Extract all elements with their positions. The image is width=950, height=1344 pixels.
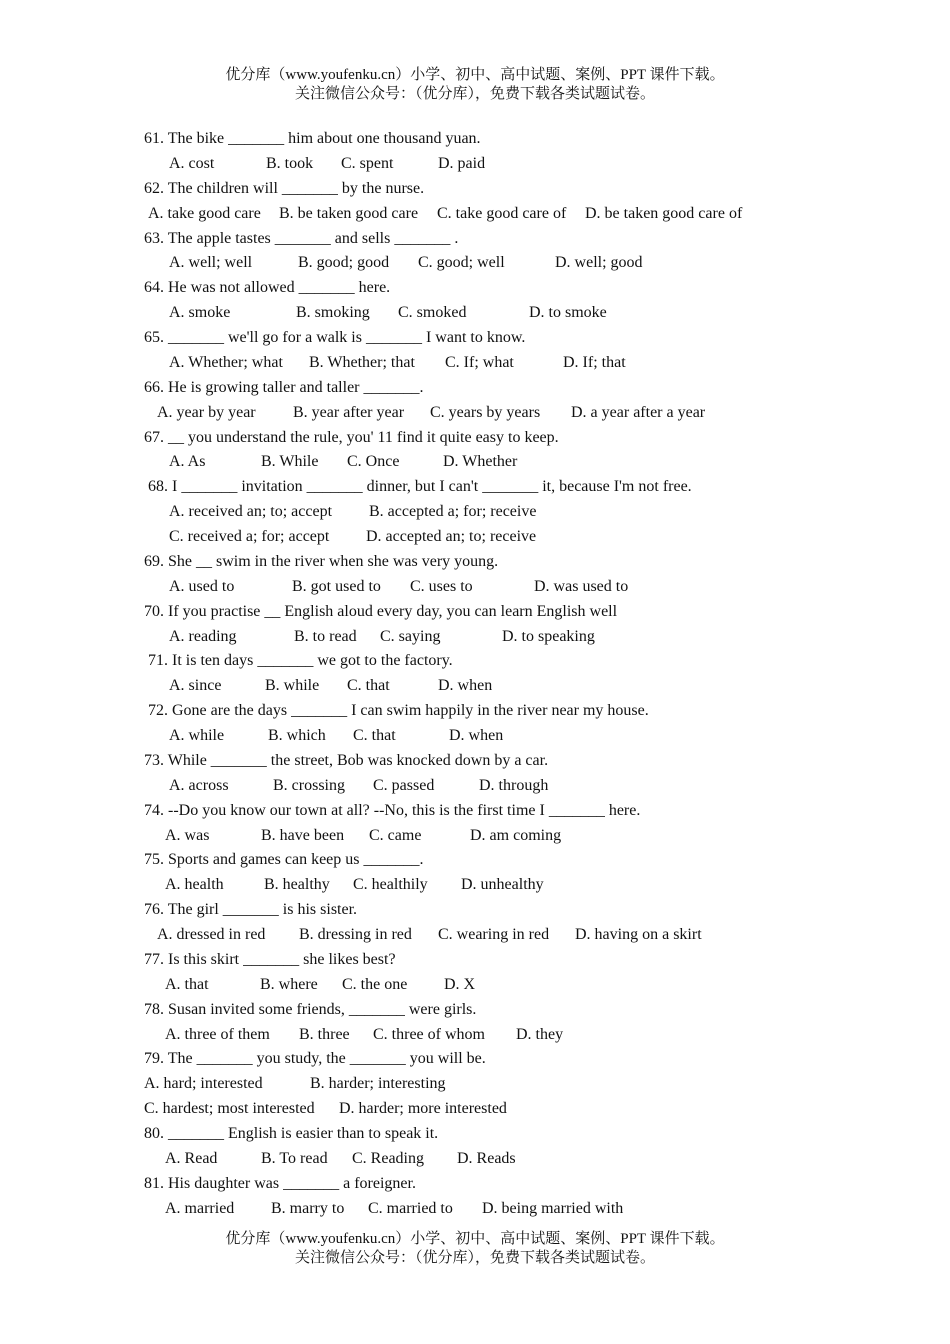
option-c: C. hardest; most interested [144, 1100, 315, 1118]
question-66-options [144, 401, 844, 426]
option-b: B. which [268, 727, 326, 744]
option-c: C. good; well [418, 254, 505, 272]
option-d: D. was used to [534, 577, 629, 595]
option-d: D. having on a skirt [575, 926, 702, 943]
option-d: D. being married with [482, 1199, 624, 1217]
question-64-options [144, 301, 844, 326]
option-a: A. three of them [165, 1025, 270, 1043]
option-d: D. well; good [555, 254, 643, 272]
question-78-options [144, 1023, 844, 1048]
option-d: D. a year after a year [571, 403, 706, 421]
option-c: C. wearing in red [438, 926, 550, 943]
option-c: C. that [347, 677, 390, 695]
option-b: B. smoking [296, 304, 370, 322]
question-61-options [144, 152, 844, 177]
option-d: D. through [479, 776, 549, 794]
option-b: B. year after year [293, 403, 405, 421]
question-76-options [144, 923, 844, 948]
option-b: B. While [261, 453, 319, 471]
question-79-stem: 79. The _______ you study, the _______ you will be. [144, 1050, 486, 1068]
question-63-options [144, 251, 844, 276]
question-70-stem: 70. If you practise __ English aloud every day, you can learn English well [144, 602, 618, 620]
question-72-options [144, 724, 844, 749]
option-c: C. Once [347, 453, 400, 471]
option-a: A. smoke [169, 304, 231, 322]
option-b: B. marry to [271, 1199, 345, 1217]
question-67-stem: 67. __ you understand the rule, you' 11 find it quite easy to keep. [144, 428, 559, 446]
question-80-stem: 80. _______ English is easier than to speak it. [144, 1125, 439, 1142]
question-71-stem: 71. It is ten days _______ we got to the factory. [148, 652, 453, 670]
question-75-options [144, 873, 844, 898]
option-b: B. have been [261, 826, 345, 844]
question-73-stem: 73. While _______ the street, Bob was knocked down by a car. [144, 751, 549, 769]
question-62-options [144, 202, 844, 227]
header-line-2: 关注微信公众号：（优分库），免费下载各类试题试卷。 [294, 86, 655, 102]
option-a: A. reading [169, 627, 237, 645]
option-c: C. Reading [352, 1149, 424, 1167]
option-b: B. took [266, 154, 314, 172]
option-b: B. crossing [273, 776, 345, 794]
question-81-stem: 81. His daughter was _______ a foreigner. [144, 1174, 416, 1192]
question-72-stem: 72. Gone are the days _______ I can swim happily in the river near my house. [148, 702, 649, 720]
option-a: A. health [165, 876, 224, 894]
question-68-stem: 68. I _______ invitation _______ dinner, but I can't _______ it, because I'm not free. [148, 478, 692, 496]
option-b: B. accepted a; for; receive [369, 503, 537, 521]
option-c: C. received a; for; accept [169, 528, 330, 545]
option-b: B. be taken good care [279, 204, 419, 222]
option-a: A. hard; interested [144, 1075, 263, 1093]
option-d: D. be taken good care of [585, 204, 743, 222]
option-a: A. was [165, 826, 210, 844]
option-c: C. uses to [410, 577, 473, 595]
option-d: D. to smoke [529, 304, 607, 322]
option-c: C. healthily [353, 876, 428, 894]
option-c: C. smoked [398, 304, 467, 322]
option-b: B. dressing in red [299, 926, 412, 943]
option-d: D. when [449, 727, 504, 744]
option-c: C. married to [368, 1199, 453, 1217]
option-c: C. passed [373, 776, 435, 794]
option-a: A. while [169, 727, 225, 744]
option-a: A. take good care [148, 204, 261, 222]
header-line-1: 优分库（www.youfenku.cn）小学、初中、高中试题、案例、PPT 课件下载。 [225, 67, 725, 83]
option-b: B. healthy [264, 876, 330, 894]
option-b: B. to read [294, 627, 357, 645]
question-77-stem: 77. Is this skirt _______ she likes best? [144, 950, 396, 968]
option-d: D. If; that [563, 353, 626, 371]
option-d: D. to speaking [502, 627, 595, 645]
footer-line-2: 关注微信公众号：（优分库），免费下载各类试题试卷。 [294, 1250, 655, 1266]
option-c: C. spent [341, 154, 394, 172]
option-d: D. unhealthy [461, 876, 544, 894]
option-b: B. Whether; that [309, 353, 415, 371]
page-footer [0, 1230, 950, 1268]
option-a: A. since [169, 677, 222, 695]
option-c: C. three of whom [373, 1025, 485, 1043]
option-a: A. that [165, 975, 209, 993]
question-63-stem: 63. The apple tastes _______ and sells _______ . [144, 229, 459, 247]
question-69-options [144, 575, 844, 600]
question-74-stem: 74. --Do you know our town at all? --No, this is the first time I _______ here. [144, 801, 641, 819]
option-b: B. three [299, 1025, 350, 1043]
option-a: A. As [169, 453, 206, 471]
option-a: A. across [169, 776, 229, 794]
option-c: C. years by years [430, 403, 541, 421]
option-b: B. where [260, 975, 318, 993]
question-66-stem: 66. He is growing taller and taller _______. [144, 378, 424, 396]
option-a: A. married [165, 1199, 235, 1217]
footer-line-1: 优分库（www.youfenku.cn）小学、初中、高中试题、案例、PPT 课件下载。 [225, 1231, 725, 1247]
option-c: C. take good care of [437, 204, 567, 222]
option-d: D. am coming [470, 826, 562, 844]
question-70-options [144, 625, 844, 650]
option-b: B. while [265, 677, 320, 695]
option-d: D. Whether [443, 453, 518, 471]
question-64-stem: 64. He was not allowed _______ here. [144, 279, 391, 297]
option-c: C. saying [380, 627, 441, 645]
option-a: A. received an; to; accept [169, 503, 333, 521]
option-d: D. Reads [457, 1149, 516, 1167]
option-d: D. harder; more interested [339, 1100, 507, 1118]
question-67-options [144, 450, 844, 475]
question-61-stem: 61. The bike _______ him about one thousand yuan. [144, 130, 481, 147]
question-79-options-row-1 [144, 1072, 844, 1097]
option-a: A. year by year [157, 403, 256, 421]
option-c: C. came [369, 826, 422, 844]
option-a: A. Whether; what [169, 353, 283, 371]
option-c: C. that [353, 727, 396, 744]
option-b: B. got used to [292, 577, 381, 595]
question-79-options-row-2 [144, 1097, 844, 1122]
option-c: C. the one [342, 975, 408, 993]
option-d: D. when [438, 677, 493, 695]
question-81-options [144, 1197, 844, 1222]
question-65-options [144, 351, 844, 376]
option-b: B. To read [261, 1149, 328, 1167]
question-71-options [144, 674, 844, 699]
option-a: A. used to [169, 577, 235, 595]
question-68-options-row-1 [144, 500, 844, 525]
question-list [144, 127, 844, 1222]
question-74-options [144, 824, 844, 849]
option-a: A. Read [165, 1149, 218, 1167]
question-68-options-row-2 [144, 525, 844, 550]
question-62-stem: 62. The children will _______ by the nurse. [144, 179, 425, 197]
question-78-stem: 78. Susan invited some friends, _______ were girls. [144, 1000, 477, 1018]
question-65-stem: 65. _______ we'll go for a walk is _______ I want to know. [144, 329, 526, 346]
page-header [0, 66, 950, 104]
question-73-options [144, 774, 844, 799]
question-76-stem: 76. The girl _______ is his sister. [144, 901, 358, 919]
option-d: D. X [444, 975, 476, 993]
option-a: A. dressed in red [157, 926, 266, 943]
option-a: A. cost [169, 154, 215, 172]
option-b: B. harder; interesting [310, 1075, 446, 1093]
question-80-options [144, 1147, 844, 1172]
question-69-stem: 69. She __ swim in the river when she was very young. [144, 552, 499, 570]
question-77-options [144, 973, 844, 998]
option-c: C. If; what [445, 353, 514, 371]
option-b: B. good; good [298, 254, 390, 272]
option-a: A. well; well [169, 254, 253, 272]
option-d: D. they [516, 1025, 564, 1043]
option-d: D. paid [438, 154, 486, 172]
option-d: D. accepted an; to; receive [366, 528, 537, 545]
question-75-stem: 75. Sports and games can keep us _______. [144, 851, 424, 869]
